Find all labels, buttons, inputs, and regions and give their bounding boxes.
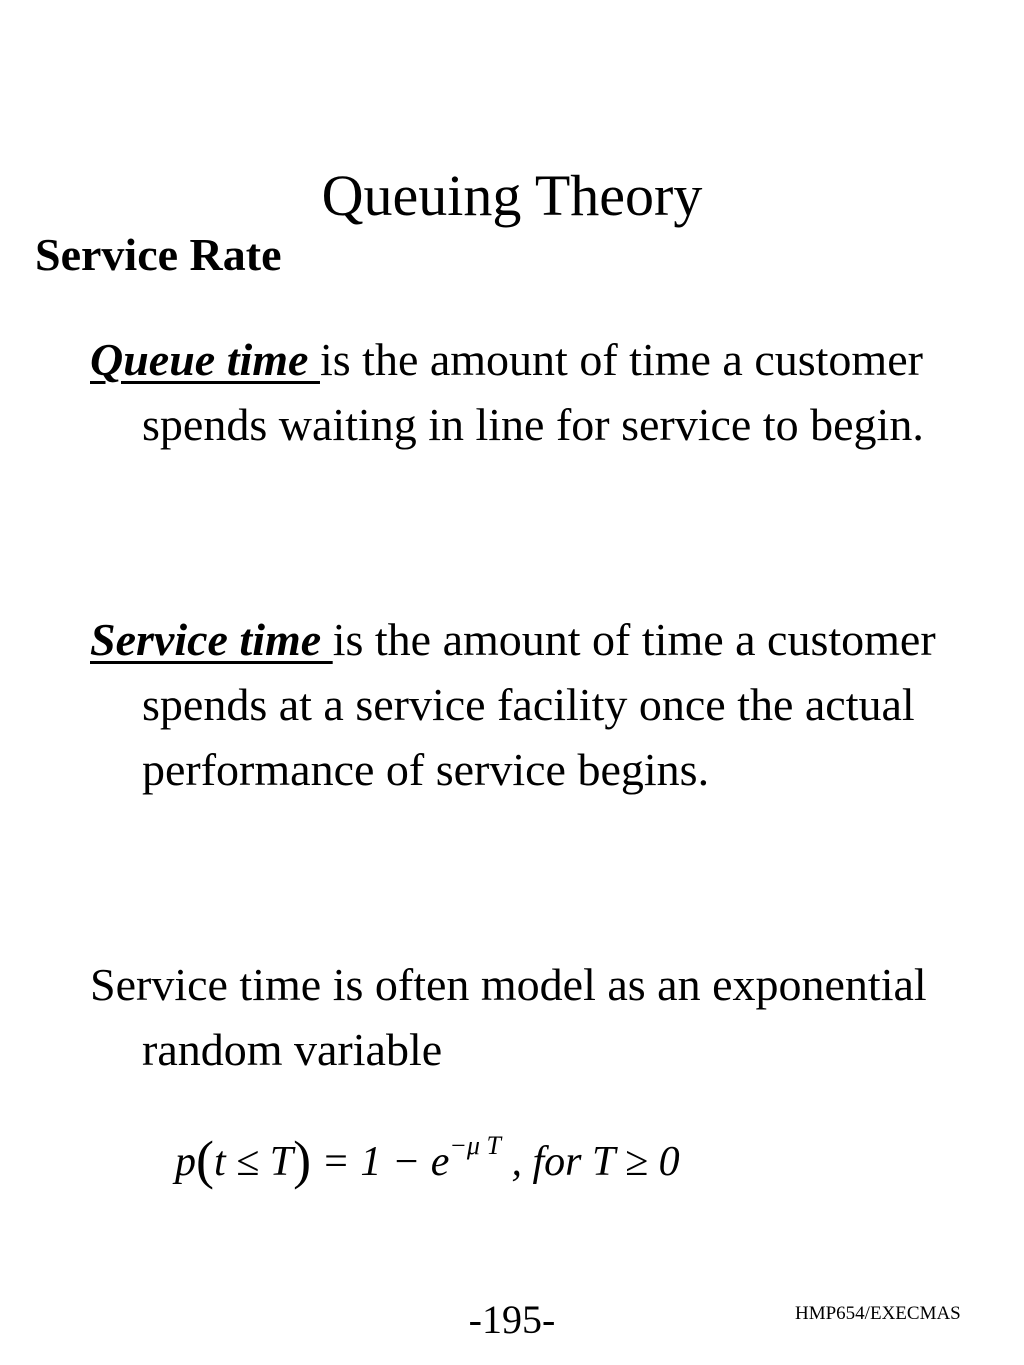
definition-text: is the amount of time a customer spends at a service facility once the actual performance of service begins. bbox=[142, 614, 936, 795]
formula-argument: t ≤ T bbox=[213, 1139, 294, 1185]
term-queue-time: Queue time bbox=[90, 334, 320, 385]
definition-queue-time bbox=[90, 327, 1022, 457]
definition-service-time bbox=[90, 607, 1022, 802]
formula-condition: , for T ≥ 0 bbox=[500, 1139, 680, 1185]
slide-title: Queuing Theory bbox=[321, 163, 703, 228]
formula-exponent: −μ T bbox=[449, 1131, 501, 1160]
service-time-model-text bbox=[90, 952, 1022, 1082]
model-text: Service time is often model as an exponential random variable bbox=[90, 959, 927, 1075]
formula-open-paren: ( bbox=[196, 1130, 214, 1190]
formula-function: p bbox=[175, 1139, 196, 1185]
formula-one-minus-e: = 1 − e bbox=[311, 1139, 450, 1185]
term-service-time: Service time bbox=[90, 614, 333, 665]
page-number: -195- bbox=[468, 1297, 556, 1342]
course-code: HMP654/EXECMAS bbox=[795, 1303, 961, 1324]
exponential-formula bbox=[175, 1122, 680, 1192]
definition-text: is the amount of time a customer spends waiting in line for service to begin. bbox=[142, 334, 924, 450]
formula-close-paren: ) bbox=[293, 1130, 312, 1190]
slide-subtitle: Service Rate bbox=[35, 229, 282, 280]
